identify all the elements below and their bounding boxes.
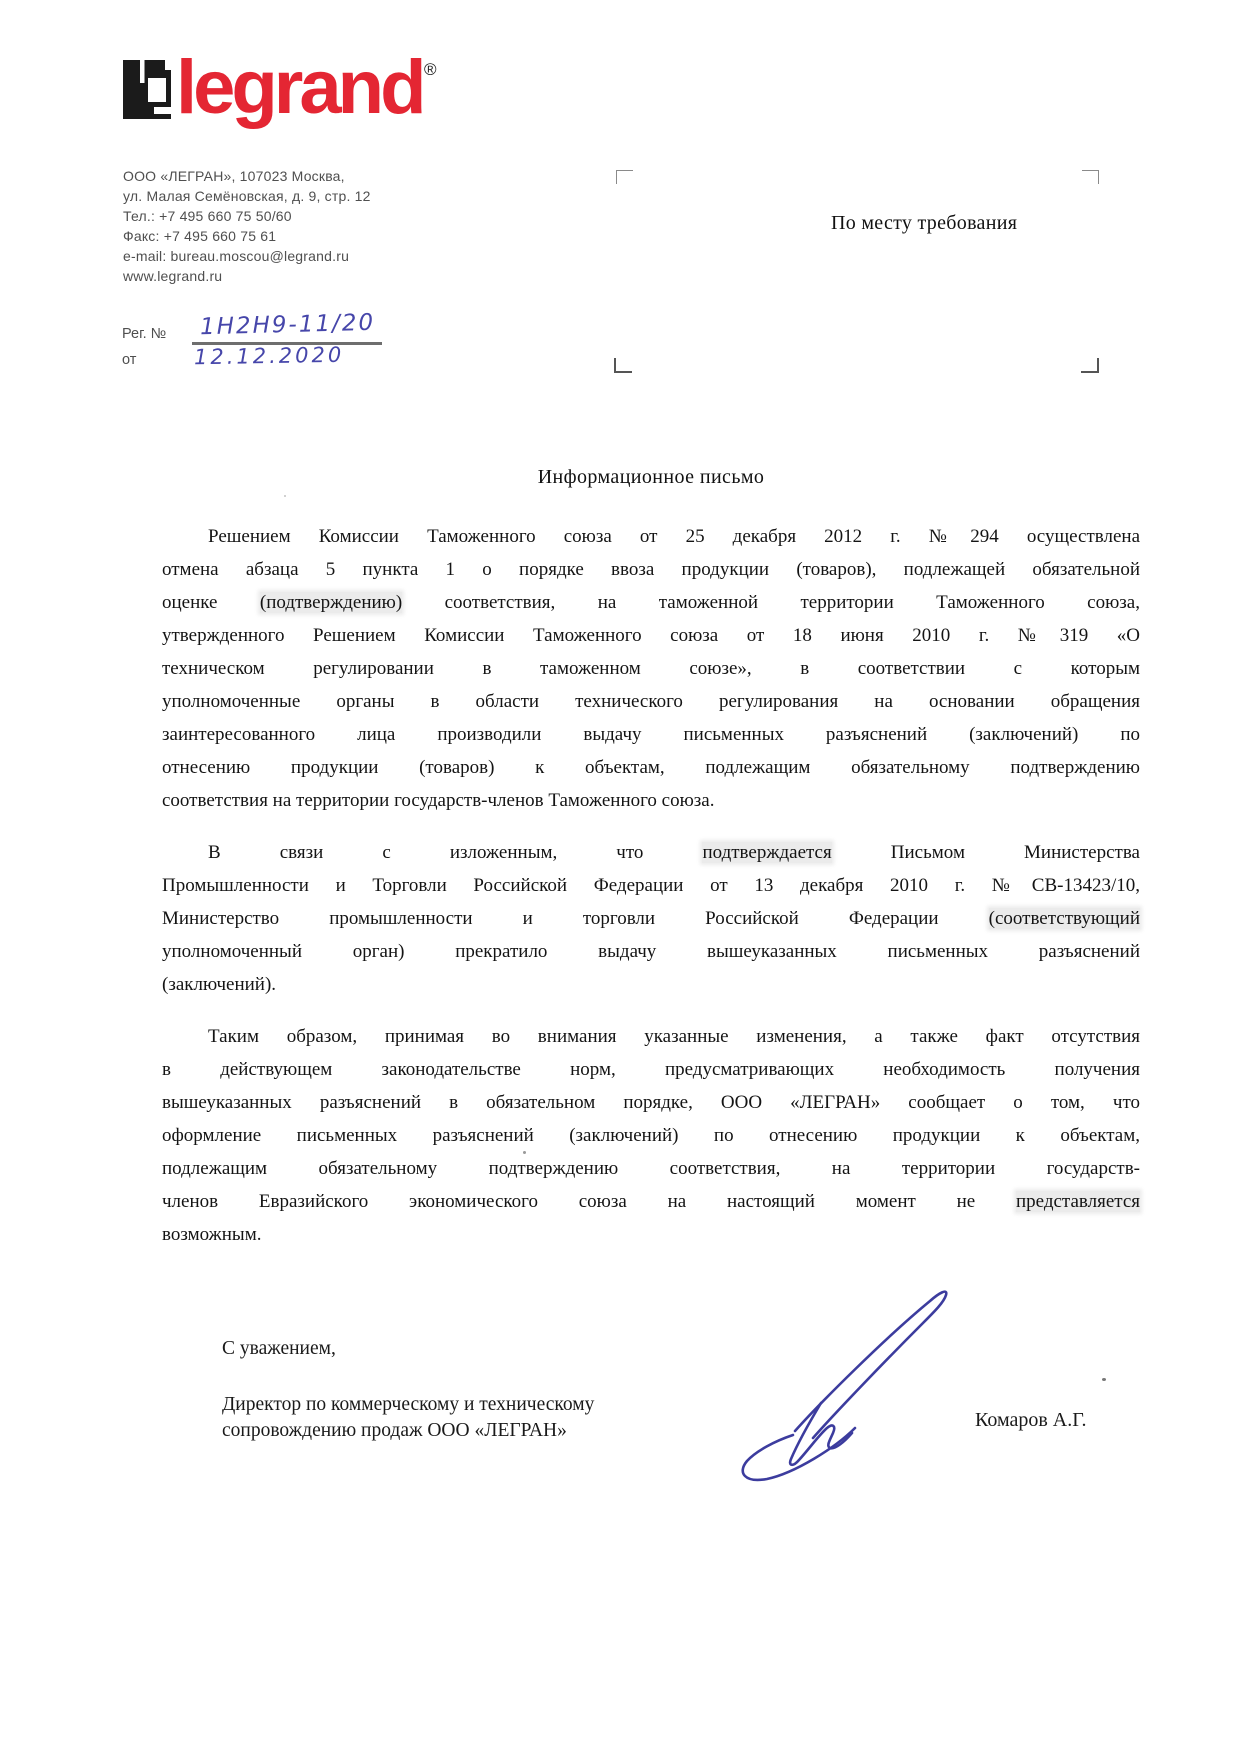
scan-speck: [1102, 1378, 1106, 1381]
paragraph: [162, 1020, 1140, 1251]
address-line: Тел.: +7 495 660 75 50/60: [123, 208, 292, 224]
text-line: утвержденного Решением Комиссии Таможенного союза от 18 июня 2010 г. №319 «О: [162, 625, 1140, 646]
date-label: от: [122, 352, 137, 368]
text-line: Министерство промышленности и торговли Российской Федерации (соответствующий: [162, 908, 1140, 929]
address-line: ул. Малая Семёновская, д. 9, стр. 12: [123, 188, 371, 204]
addressee-corner-bottom-right: [1081, 358, 1099, 373]
text-line: вышеуказанных разъяснений в обязательном порядке, ООО «ЛЕГРАН» сообщает о том, что: [162, 1092, 1140, 1113]
addressee-text: По месту требования: [831, 212, 1018, 234]
closing-salutation: С уважением,: [222, 1338, 336, 1359]
scan-speck: [284, 495, 286, 497]
legrand-wordmark: legrand: [176, 45, 423, 130]
signer-role-line1: Директор по коммерческому и техническому: [222, 1394, 595, 1415]
text-line: оценке (подтверждению) соответствия, на таможенной территории Таможенного союза,: [162, 592, 1140, 613]
address-line: ООО «ЛЕГРАН», 107023 Москва,: [123, 168, 345, 184]
text-line: (заключений).: [162, 974, 277, 995]
text-line: Решением Комиссии Таможенного союза от 25 декабря 2012 г. №294 осуществлена: [208, 526, 1140, 547]
registered-trademark-icon: ®: [424, 60, 437, 79]
text-line: в действующем законодательстве норм, предусматривающих необходимость получения: [162, 1059, 1140, 1080]
text-line: возможным.: [162, 1224, 262, 1245]
text-line: Промышленности и Торговли Российской Федерации от 13 декабря 2010 г. №СВ-13423/10,: [162, 875, 1140, 896]
addressee-corner-top-left: [616, 170, 633, 184]
text-line: заинтересованного лица производили выдачу письменных разъяснений (заключений) по: [162, 724, 1140, 745]
paragraph: [162, 520, 1140, 817]
reg-number-handwritten: 1Н2Н9-11/20: [199, 309, 376, 341]
address-line: Факс: +7 495 660 75 61: [123, 228, 277, 244]
addressee-corner-bottom-left: [614, 358, 632, 373]
text-line: Таким образом, принимая во внимания указанные изменения, а также факт отсутствия: [208, 1026, 1140, 1047]
paragraph: [162, 836, 1140, 1001]
addressee-corner-top-right: [1082, 170, 1099, 184]
address-block: [123, 166, 371, 286]
letter-title: Информационное письмо: [537, 466, 765, 488]
text-line: уполномоченные органы в области технического регулирования на основании обращения: [162, 691, 1140, 712]
text-line: отмена абзаца 5 пункта 1 о порядке ввоза продукции (товаров), подлежащей обязательной: [162, 559, 1140, 580]
signer-role: [222, 1392, 594, 1444]
text-line: оформление письменных разъяснений (заключений) по отнесению продукции к объектам,: [162, 1125, 1140, 1146]
text-line: соответствия на территории государств-членов Таможенного союза.: [162, 790, 715, 811]
text-line: членов Евразийского экономического союза на настоящий момент не представляется: [162, 1191, 1140, 1212]
signer-name: Комаров А.Г.: [975, 1409, 1087, 1431]
text-line: отнесению продукции (товаров) к объектам, подлежащим обязательному подтверждению: [162, 757, 1140, 778]
letter-body: [162, 520, 1140, 1270]
date-handwritten: 12.12.2020: [193, 342, 345, 370]
legrand-logo-icon: [123, 60, 171, 119]
address-line: e-mail: bureau.moscou@legrand.ru: [123, 248, 350, 264]
text-line: уполномоченный орган) прекратило выдачу вышеуказанных письменных разъяснений: [162, 941, 1140, 962]
address-line: www.legrand.ru: [123, 268, 223, 284]
text-line: В связи с изложенным, что подтверждается Письмом Министерства: [208, 842, 1140, 863]
text-line: техническом регулировании в таможенном союзе», в соответствии с которым: [162, 658, 1140, 679]
text-line: подлежащим обязательному подтверждению соответствия, на территории государств-: [162, 1158, 1140, 1179]
signer-role-line2: сопровождению продаж ООО «ЛЕГРАН»: [222, 1420, 567, 1441]
handwritten-signature: [725, 1283, 960, 1493]
scan-speck: [523, 1151, 526, 1154]
reg-number-label: Рег. №: [122, 326, 167, 342]
